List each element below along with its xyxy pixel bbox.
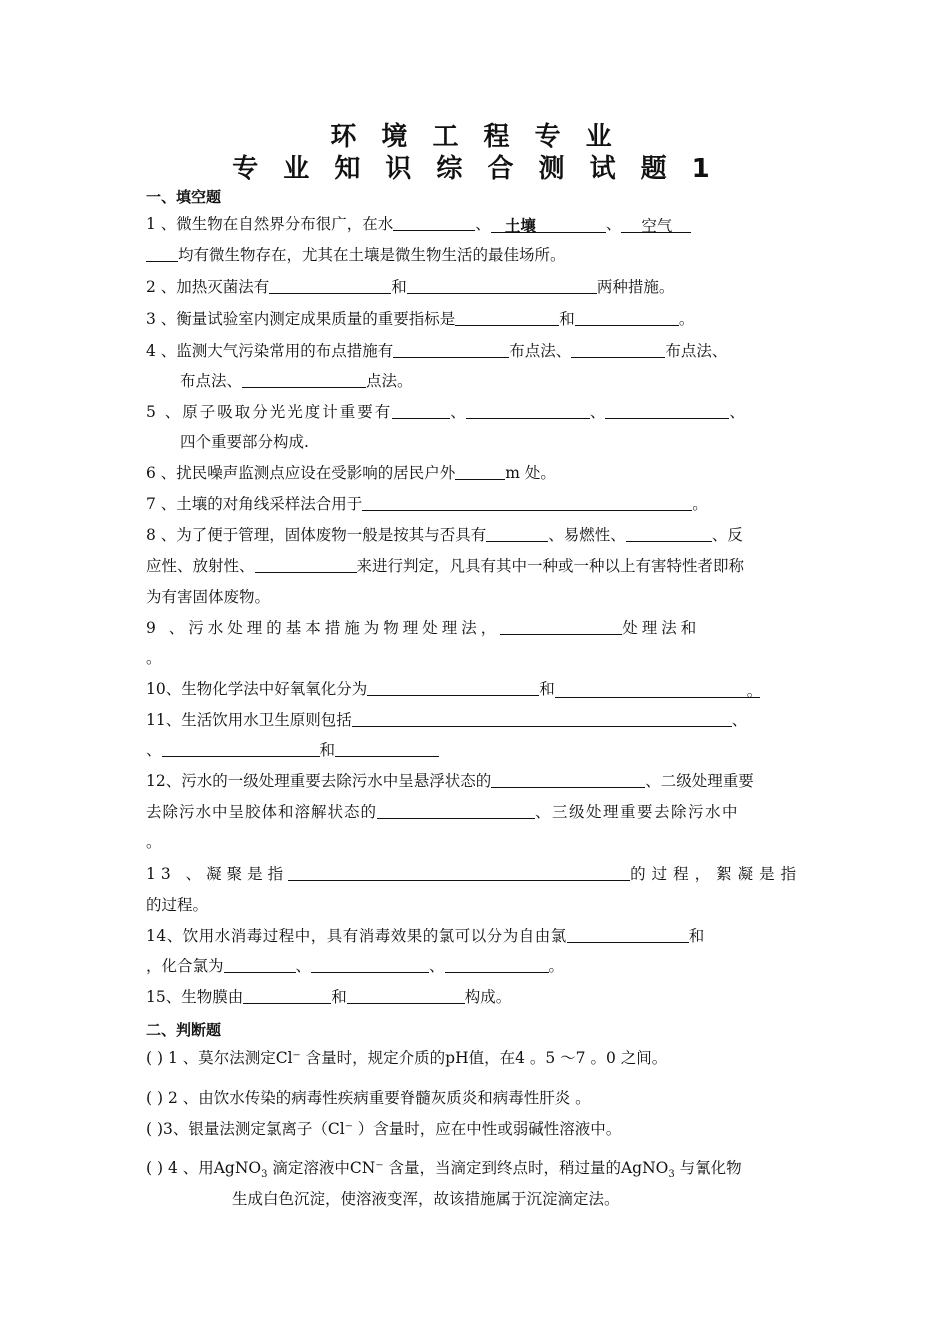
blank[interactable]	[146, 245, 178, 262]
blank[interactable]	[466, 402, 590, 419]
question-8: 8 、为了便于管理，固体废物一般是按其与否具有 、易燃性、 、反	[146, 526, 743, 544]
question-15: 15、生物膜由 和 构成。	[146, 988, 512, 1006]
question-9-cont: 。	[146, 649, 162, 667]
judge-1: ( ) 1 、莫尔法测定Cl⁻ 含量时，规定介质的pH值，在4 。5 ～7 。0 之间。	[146, 1049, 668, 1067]
blank[interactable]	[486, 525, 548, 542]
question-3: 3 、衡量试验室内测定成果质量的重要指标是 和 。	[146, 310, 695, 328]
question-12-cont2: 。	[146, 833, 162, 851]
blank[interactable]	[335, 740, 439, 757]
blank-filled[interactable]: 土壤	[491, 216, 606, 233]
blank[interactable]	[393, 341, 509, 358]
blank[interactable]	[255, 556, 357, 573]
blank[interactable]	[269, 277, 391, 294]
blank[interactable]	[500, 618, 622, 635]
blank[interactable]	[347, 987, 465, 1004]
question-11-cont: 、 和	[146, 740, 439, 760]
judge-4: ( ) 4 、用AgNO$_3$ 滴定溶液中CN⁻ 含量，当滴定到终点时，稍过量的AgNO$_3$ 与氰化物	[146, 1159, 742, 1181]
judge-3: ( )3、银量法测定氯离子（Cl⁻ ）含量时，应在中性或弱碱性溶液中。	[146, 1120, 622, 1138]
blank[interactable]	[575, 309, 679, 326]
section-heading-fill-blank: 一、填空题	[146, 188, 222, 206]
question-12: 12、污水的一级处理重要去除污水中呈悬浮状态的 、二级处理重要	[146, 772, 754, 790]
blank[interactable]	[455, 309, 559, 326]
blank[interactable]	[605, 402, 729, 419]
blank[interactable]	[311, 956, 429, 973]
question-8-cont: 应性、放射性、 来进行判定，凡具有其中一种或一种以上有害特性者即称	[146, 557, 745, 575]
blank[interactable]	[362, 494, 692, 511]
blank[interactable]	[455, 463, 505, 480]
blank[interactable]	[377, 802, 535, 819]
blank[interactable]: 。	[555, 681, 760, 698]
blank[interactable]	[491, 771, 645, 788]
blank[interactable]	[352, 710, 732, 727]
blank[interactable]	[242, 371, 366, 388]
question-9: 9 、污水处理的基本措施为物理处理法， 处理法和	[146, 619, 701, 637]
question-8-cont2: 为有害固体废物。	[146, 588, 271, 606]
question-4: 4 、监测大气污染常用的布点措施有 布点法、 布点法、	[146, 342, 728, 360]
document-title: 环 境 工 程 专 业	[330, 122, 620, 152]
question-6: 6 、扰民噪声监测点应设在受影响的居民户外 m 处。	[146, 464, 556, 482]
question-5: 5 、原子吸取分光光度计重要有 、 、 、	[146, 403, 745, 421]
question-12-cont: 去除污水中呈胶体和溶解状态的 、三级处理重要去除污水中	[146, 803, 740, 821]
document-subtitle: 专 业 知 识 综 合 测 试 题 1	[232, 154, 718, 184]
blank[interactable]	[393, 214, 475, 231]
question-13-cont: 的过程。	[146, 896, 209, 914]
blank[interactable]	[243, 987, 331, 1004]
blank[interactable]	[407, 277, 597, 294]
question-14: 14、饮用水消毒过程中，具有消毒效果的氯可以分为自由氯 和	[146, 927, 705, 945]
blank[interactable]	[571, 341, 665, 358]
blank[interactable]	[162, 740, 320, 757]
blank[interactable]	[367, 679, 539, 696]
section-heading-true-false: 二、判断题	[146, 1021, 222, 1039]
judge-2: ( ) 2 、由饮水传染的病毒性疾病重要脊髓灰质炎和病毒性肝炎 。	[146, 1089, 591, 1107]
judge-4-cont: 生成白色沉淀，使溶液变浑，故该措施属于沉淀滴定法。	[232, 1190, 620, 1208]
question-4-cont: 布点法、 点法。	[180, 372, 413, 390]
question-7: 7 、土壤的对角线采样法合用于 。	[146, 495, 708, 513]
blank[interactable]	[392, 402, 450, 419]
question-14-cont: ，化合氯为 、 、 。	[146, 957, 565, 975]
blank-filled[interactable]: 空气	[621, 216, 691, 233]
question-2: 2 、加热灭菌法有 和 两种措施。	[146, 278, 675, 296]
blank[interactable]	[224, 956, 296, 973]
blank[interactable]	[626, 525, 712, 542]
question-1-cont: 均有微生物存在，尤其在土壤是微生物生活的最佳场所。	[146, 245, 566, 265]
question-1: 1 、微生物在自然界分布很广，在水 、 土壤 、 空气	[146, 214, 691, 234]
question-5-cont: 四个重要部分构成.	[180, 433, 309, 451]
blank[interactable]	[567, 926, 689, 943]
question-11: 11、生活饮用水卫生原则包括 、	[146, 711, 748, 729]
blank[interactable]	[288, 864, 630, 881]
question-10: 10、生物化学法中好氧氧化分为 和 。	[146, 680, 763, 700]
blank[interactable]	[445, 956, 549, 973]
question-13: 13 、凝聚是指 的过程，絮凝是指	[146, 865, 803, 883]
